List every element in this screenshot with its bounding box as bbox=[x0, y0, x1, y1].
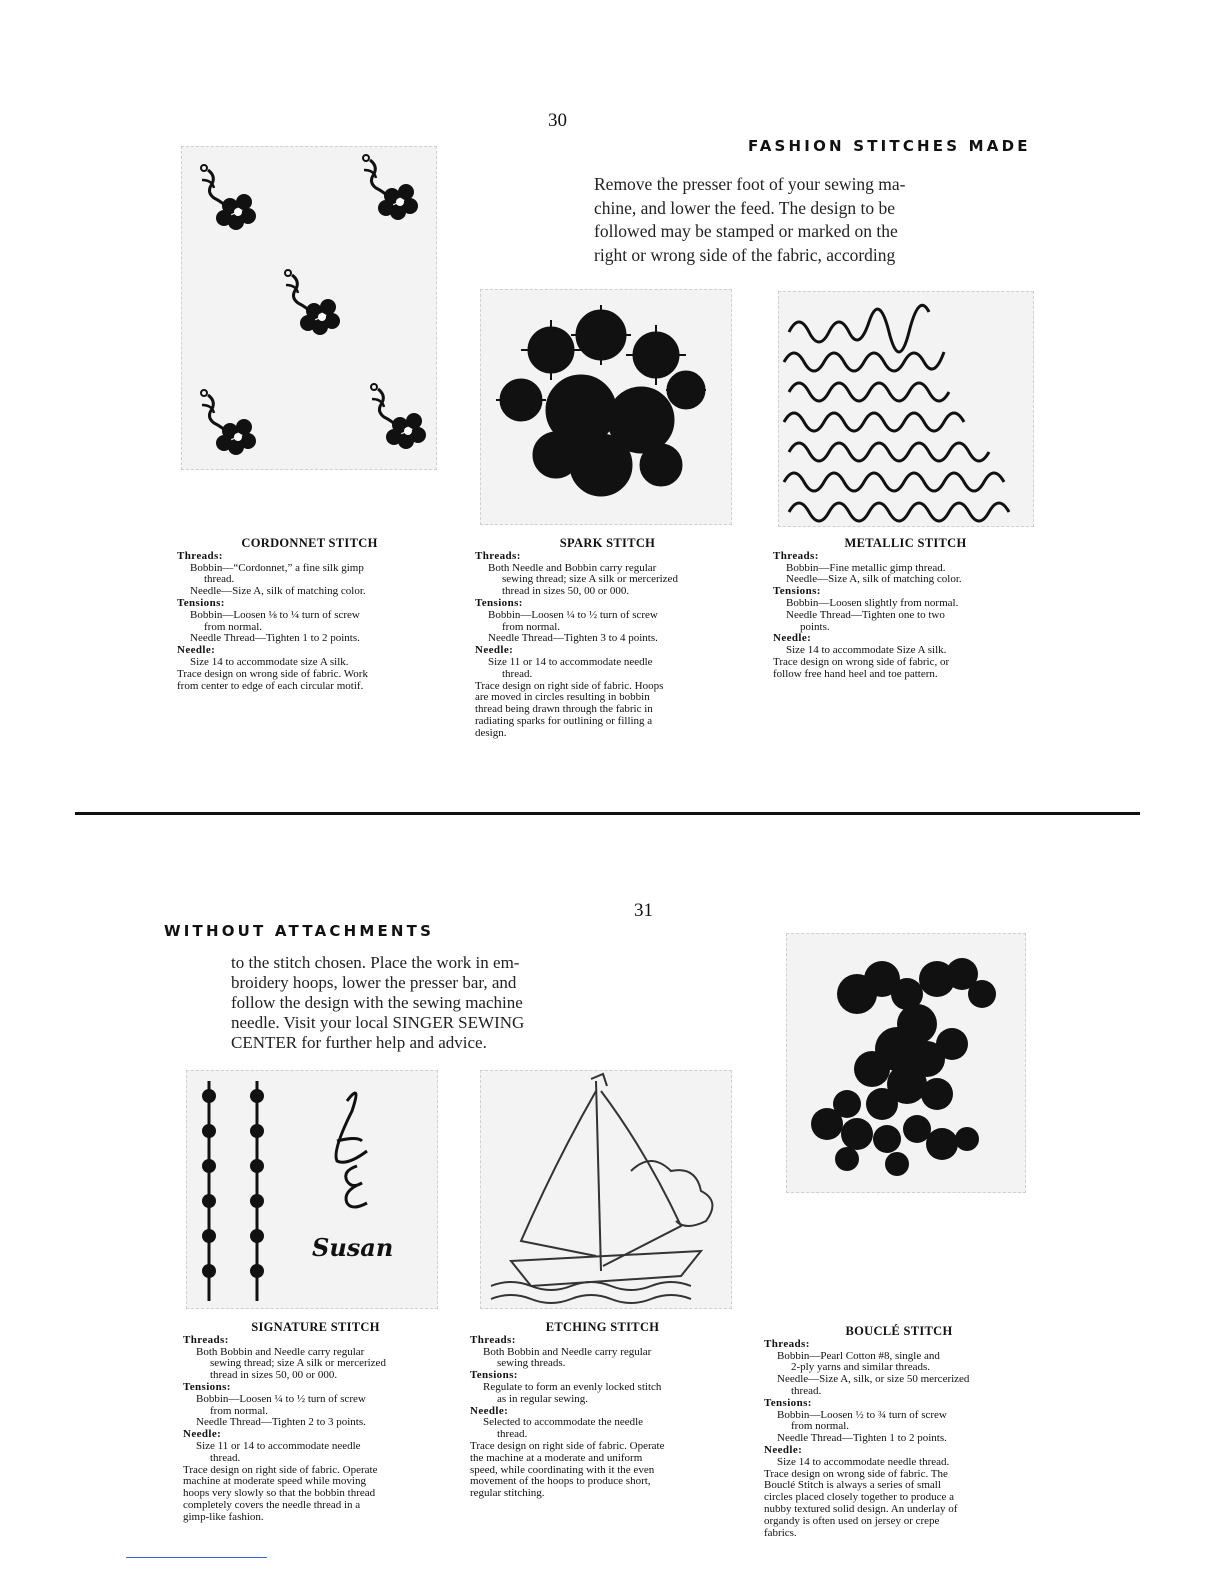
caption-line: from normal. bbox=[791, 1420, 850, 1433]
caption-line: radiating sparks for outlining or filling a bbox=[475, 714, 653, 727]
caption-line: Trace design on right side of fabric. Operate bbox=[470, 1439, 665, 1452]
caption-line: from normal. bbox=[502, 620, 561, 633]
caption-line: Needle—Size A, silk, or size 50 mercerized bbox=[777, 1373, 970, 1386]
threads-label: Threads: bbox=[773, 549, 819, 562]
intro-line: CENTER for further help and advice. bbox=[231, 1033, 487, 1052]
boucle-title: BOUCLÉ STITCH bbox=[845, 1324, 953, 1338]
section-heading-bottom: WITHOUT ATTACHMENTS bbox=[164, 922, 435, 940]
spark-caption bbox=[475, 538, 740, 740]
signature-word: Susan bbox=[312, 1233, 394, 1262]
caption-line: the machine at a moderate and uniform bbox=[470, 1451, 643, 1464]
needle-label: Needle: bbox=[177, 644, 216, 657]
needle-label: Needle: bbox=[764, 1443, 803, 1456]
caption-line: Trace design on right side of fabric. Operate bbox=[183, 1463, 378, 1476]
signature-title: SIGNATURE STITCH bbox=[251, 1320, 380, 1334]
caption-line: Regulate to form an evenly locked stitch bbox=[483, 1380, 662, 1393]
caption-line: Both Bobbin and Needle carry regular bbox=[483, 1345, 652, 1358]
caption-line: Needle Thread—Tighten 3 to 4 points. bbox=[488, 632, 658, 645]
caption-line: 2-ply yarns and similar threads. bbox=[791, 1361, 930, 1374]
caption-line: Bobbin—Loosen ⅛ to ¼ turn of screw bbox=[190, 608, 360, 621]
tensions-label: Tensions: bbox=[177, 596, 225, 609]
etching-illustration bbox=[480, 1070, 732, 1309]
caption-line: Bobbin—Pearl Cotton #8, single and bbox=[777, 1349, 940, 1362]
caption-line: Selected to accommodate the needle bbox=[483, 1416, 644, 1429]
intro-line: Remove the presser foot of your sewing ma- bbox=[594, 174, 906, 194]
page-divider bbox=[75, 812, 1140, 815]
caption-line: thread. bbox=[497, 1428, 528, 1441]
caption-line: circles placed closely together to produce a bbox=[764, 1491, 954, 1504]
intro-line: chine, and lower the feed. The design to be bbox=[594, 197, 895, 218]
boucle-caption bbox=[764, 1326, 1034, 1539]
caption-line: Needle—Size A, silk of matching color. bbox=[786, 573, 962, 586]
caption-line: thread. bbox=[204, 573, 235, 586]
tensions-label: Tensions: bbox=[773, 585, 821, 598]
page-number-bottom: 31 bbox=[634, 900, 653, 921]
caption-line: thread being drawn through the fabric in bbox=[475, 703, 653, 716]
intro-line: needle. Visit your local SINGER SEWING bbox=[231, 1013, 525, 1032]
needle-label: Needle: bbox=[183, 1428, 222, 1441]
caption-line: thread in sizes 50, 00 or 000. bbox=[210, 1369, 338, 1382]
caption-line: Size 14 to accommodate Size A silk. bbox=[786, 644, 947, 657]
threads-label: Threads: bbox=[177, 549, 223, 562]
bottom-link-underline bbox=[126, 1557, 267, 1558]
caption-line: thread. bbox=[502, 667, 533, 680]
caption-line: machine at moderate speed while moving bbox=[183, 1475, 366, 1488]
caption-line: Trace design on right side of fabric. Hoops bbox=[475, 679, 664, 692]
caption-line: Bobbin—Loosen ½ to ¾ turn of screw bbox=[777, 1408, 947, 1421]
caption-line: hoops very slowly so that the bobbin thread bbox=[183, 1487, 376, 1500]
needle-label: Needle: bbox=[475, 644, 514, 657]
caption-line: thread. bbox=[791, 1384, 822, 1397]
caption-line: Needle Thread—Tighten 2 to 3 points. bbox=[196, 1416, 366, 1429]
caption-line: Bobbin—Loosen ¼ to ½ turn of screw bbox=[196, 1392, 366, 1405]
caption-line: gimp-like fashion. bbox=[183, 1510, 264, 1523]
caption-line: Size 11 or 14 to accommodate needle bbox=[488, 655, 653, 668]
caption-line: are moved in circles resulting in bobbin bbox=[475, 691, 650, 704]
caption-line: Size 14 to accommodate size A silk. bbox=[190, 655, 349, 668]
caption-line: completely covers the needle thread in a bbox=[183, 1498, 361, 1511]
caption-line: sewing threads. bbox=[497, 1357, 566, 1370]
etching-title: ETCHING STITCH bbox=[545, 1320, 660, 1334]
tensions-label: Tensions: bbox=[764, 1396, 812, 1409]
caption-line: design. bbox=[475, 726, 507, 739]
tensions-label: Tensions: bbox=[183, 1380, 231, 1393]
caption-line: nubby textured solid design. An underlay of bbox=[764, 1502, 958, 1515]
caption-line: Size 11 or 14 to accommodate needle bbox=[196, 1439, 361, 1452]
caption-line: follow free hand heel and toe pattern. bbox=[773, 667, 938, 680]
intro-line: broidery hoops, lower the presser bar, and bbox=[231, 973, 517, 992]
caption-line: Bobbin—“Cordonnet,” a fine silk gimp bbox=[190, 561, 364, 574]
etching-caption bbox=[470, 1322, 735, 1500]
caption-line: fabrics. bbox=[764, 1526, 797, 1539]
caption-line: Bobbin—Fine metallic gimp thread. bbox=[786, 561, 946, 574]
intro-line: followed may be stamped or marked on the bbox=[594, 221, 898, 241]
caption-line: thread. bbox=[210, 1451, 241, 1464]
tensions-label: Tensions: bbox=[475, 596, 523, 609]
needle-label: Needle: bbox=[773, 632, 812, 645]
needle-label: Needle: bbox=[470, 1404, 509, 1417]
threads-label: Threads: bbox=[470, 1333, 516, 1346]
caption-line: regular stitching. bbox=[470, 1487, 545, 1500]
caption-line: Needle—Size A, silk of matching color. bbox=[190, 585, 366, 598]
cordonnet-title: CORDONNET STITCH bbox=[241, 536, 378, 550]
caption-line: organdy is often used on jersey or crepe bbox=[764, 1514, 940, 1527]
metallic-illustration bbox=[778, 291, 1034, 527]
caption-line: Bobbin—Loosen ¼ to ½ turn of screw bbox=[488, 608, 658, 621]
tensions-label: Tensions: bbox=[470, 1369, 518, 1382]
caption-line: Trace design on wrong side of fabric. Work bbox=[177, 667, 368, 680]
caption-line: points. bbox=[800, 620, 830, 633]
threads-label: Threads: bbox=[475, 549, 521, 562]
metallic-caption bbox=[773, 538, 1038, 681]
caption-line: Both Needle and Bobbin carry regular bbox=[488, 561, 657, 574]
caption-line: Needle Thread—Tighten 1 to 2 points. bbox=[777, 1432, 947, 1445]
boucle-illustration bbox=[786, 933, 1026, 1193]
caption-line: Trace design on wrong side of fabric. The bbox=[764, 1467, 948, 1480]
caption-line: as in regular sewing. bbox=[497, 1392, 589, 1405]
cordonnet-caption bbox=[177, 538, 442, 692]
caption-line: speed, while coordinating with it the even bbox=[470, 1463, 655, 1476]
caption-line: movement of the hoops to produce short, bbox=[470, 1475, 651, 1488]
caption-line: Needle Thread—Tighten 1 to 2 points. bbox=[190, 632, 360, 645]
signature-illustration bbox=[186, 1070, 438, 1309]
metallic-title: METALLIC STITCH bbox=[844, 536, 967, 550]
caption-line: sewing thread; size A silk or mercerized bbox=[210, 1357, 386, 1370]
intro-paragraph-top bbox=[594, 173, 906, 267]
spark-title: SPARK STITCH bbox=[559, 536, 656, 550]
caption-line: Trace design on wrong side of fabric, or bbox=[773, 655, 950, 668]
caption-line: Bouclé Stitch is always a series of small bbox=[764, 1479, 941, 1492]
spark-illustration bbox=[480, 289, 732, 525]
caption-line: from normal. bbox=[204, 620, 263, 633]
caption-line: Size 14 to accommodate needle thread. bbox=[777, 1455, 950, 1468]
caption-line: Bobbin—Loosen slightly from normal. bbox=[786, 596, 959, 609]
threads-label: Threads: bbox=[183, 1333, 229, 1346]
intro-line: right or wrong side of the fabric, according bbox=[594, 244, 896, 265]
intro-line: to the stitch chosen. Place the work in em- bbox=[231, 953, 520, 972]
caption-line: Both Bobbin and Needle carry regular bbox=[196, 1345, 365, 1358]
intro-paragraph-bottom bbox=[231, 953, 524, 1053]
caption-line: from normal. bbox=[210, 1404, 269, 1417]
signature-caption bbox=[183, 1322, 448, 1524]
section-heading-top: FASHION STITCHES MADE bbox=[748, 137, 1031, 155]
cordonnet-illustration bbox=[181, 146, 437, 470]
caption-line: Needle Thread—Tighten one to two bbox=[786, 608, 945, 621]
caption-line: sewing thread; size A silk or mercerized bbox=[502, 573, 678, 586]
caption-line: thread in sizes 50, 00 or 000. bbox=[502, 585, 630, 598]
page-number-top: 30 bbox=[548, 110, 567, 131]
caption-line: from center to edge of each circular motif. bbox=[177, 679, 364, 692]
intro-line: follow the design with the sewing machine bbox=[231, 993, 523, 1012]
threads-label: Threads: bbox=[764, 1337, 810, 1350]
